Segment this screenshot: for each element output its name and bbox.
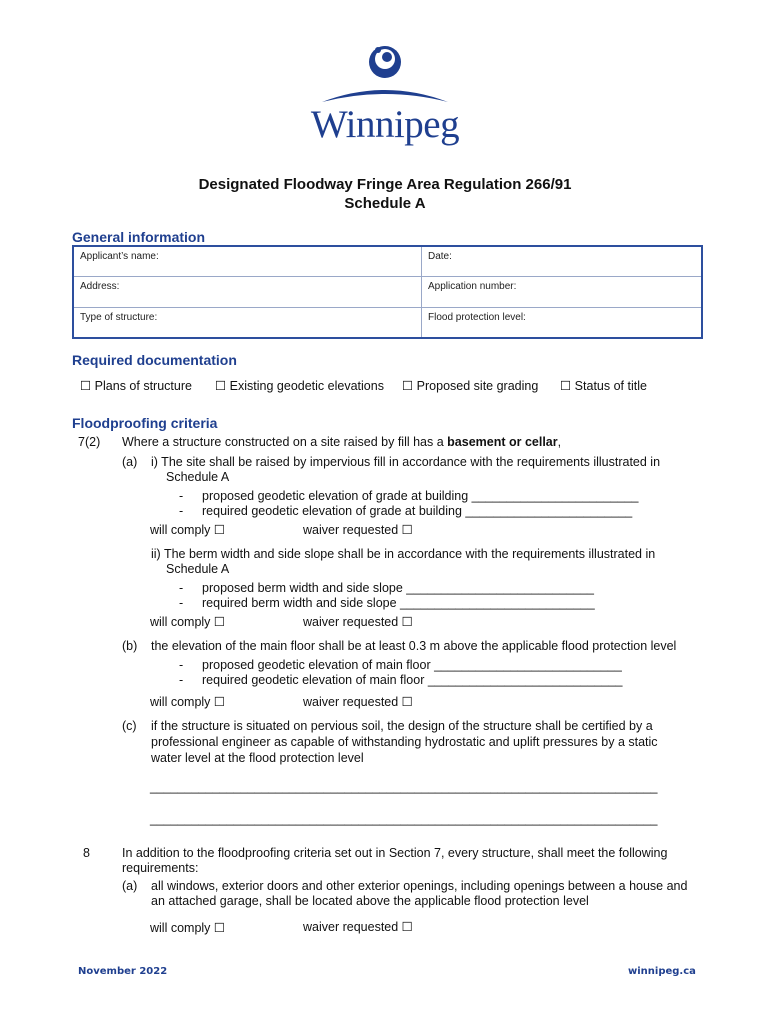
proposed-grade-elevation-line[interactable]: proposed geodetic elevation of grade at building ________________________ xyxy=(202,489,639,503)
floodproofing-criteria-heading: Floodproofing criteria xyxy=(72,415,218,431)
section-7-2-number: 7(2) xyxy=(78,435,101,449)
section-8a-label: (a) xyxy=(122,879,138,893)
required-documentation-heading: Required documentation xyxy=(72,352,237,368)
clause-c-text-cont: professional engineer as capable of withstanding hydrostatic and uplift pressures by a static xyxy=(151,735,658,749)
proposed-berm-width-line[interactable]: proposed berm width and side slope ___________________________ xyxy=(202,581,594,595)
flood-protection-level-field[interactable]: Flood protection level: xyxy=(428,312,526,323)
section-8a-text: all windows, exterior doors and other exterior openings, including openings between a house and xyxy=(151,879,688,893)
will-comply-checkbox[interactable]: will comply ☐ xyxy=(150,921,226,935)
clause-a-label: (a) xyxy=(122,455,138,469)
clause-c-blank-line[interactable]: _________________________________________________________________________ xyxy=(150,780,658,794)
clause-a-ii-text-cont: Schedule A xyxy=(166,562,230,576)
section-8-text: In addition to the floodproofing criteria set out in Section 7, every structure, shall meet the following xyxy=(122,846,668,860)
waiver-requested-checkbox[interactable]: waiver requested ☐ xyxy=(303,615,413,629)
general-information-heading: General information xyxy=(72,229,206,245)
waiver-requested-checkbox[interactable]: waiver requested ☐ xyxy=(303,523,413,537)
clause-a-i-text-cont: Schedule A xyxy=(166,470,230,484)
section-7-2-text: Where a structure constructed on a site raised by fill has a basement or cellar, xyxy=(122,435,562,449)
clause-b-label: (b) xyxy=(122,639,138,653)
bullet-dash: - xyxy=(179,673,184,687)
section-8a-text-cont: an attached garage, shall be located above the applicable flood protection level xyxy=(151,894,589,908)
bullet-dash: - xyxy=(179,489,184,503)
bullet-dash: - xyxy=(179,504,184,518)
checkbox-proposed-site-grading[interactable]: ☐ Proposed site grading xyxy=(402,379,539,393)
clause-c-blank-line[interactable]: _________________________________________________________________________ xyxy=(150,812,658,826)
waiver-requested-checkbox[interactable]: waiver requested ☐ xyxy=(303,695,413,709)
clause-c-text: if the structure is situated on pervious soil, the design of the structure shall be certified by a xyxy=(151,719,653,733)
checkbox-existing-geodetic-elevations[interactable]: ☐ Existing geodetic elevations xyxy=(215,379,384,393)
applicant-name-field[interactable]: Applicant’s name: xyxy=(74,247,421,277)
application-number-field[interactable]: Application number: xyxy=(422,277,701,308)
clause-a-ii-text: ii) The berm width and side slope shall be in accordance with the requirements illustrated in xyxy=(151,547,656,561)
general-information-table xyxy=(72,245,703,339)
winnipeg-logo xyxy=(300,40,470,160)
footer-date: November 2022 xyxy=(78,966,168,977)
checkbox-plans-of-structure[interactable]: ☐ Plans of structure xyxy=(80,379,192,393)
required-grade-elevation-line[interactable]: required geodetic elevation of grade at building ________________________ xyxy=(202,504,633,518)
bullet-dash: - xyxy=(179,596,184,610)
bullet-dash: - xyxy=(179,581,184,595)
will-comply-checkbox[interactable]: will comply ☐ xyxy=(150,695,226,709)
document-title: Designated Floodway Fringe Area Regulation 266/91 xyxy=(198,176,572,193)
checkbox-status-of-title[interactable]: ☐ Status of title xyxy=(560,379,647,393)
date-field[interactable]: Date: xyxy=(422,247,701,277)
section-8-number: 8 xyxy=(83,846,90,860)
winnipeg-logo-mark-icon xyxy=(300,40,470,110)
will-comply-checkbox[interactable]: will comply ☐ xyxy=(150,523,226,537)
document-subtitle: Schedule A xyxy=(344,195,426,212)
address-field[interactable]: Address: xyxy=(74,277,421,308)
will-comply-checkbox[interactable]: will comply ☐ xyxy=(150,615,226,629)
type-of-structure-field[interactable]: Type of structure: xyxy=(80,312,158,323)
logo-wordmark: Winnipeg xyxy=(310,103,460,146)
footer-website-link[interactable]: winnipeg.ca xyxy=(628,966,696,977)
clause-c-text-cont: water level at the flood protection level xyxy=(151,751,364,765)
clause-c-label: (c) xyxy=(122,719,137,733)
clause-a-i-text: i) The site shall be raised by impervious fill in accordance with the requirements illustrated in xyxy=(151,455,661,469)
section-8-text-cont: requirements: xyxy=(122,861,199,875)
required-main-floor-elevation-line[interactable]: required geodetic elevation of main floor ____________________________ xyxy=(202,673,623,687)
clause-b-text: the elevation of the main floor shall be at least 0.3 m above the applicable flood protection level xyxy=(151,639,677,653)
bullet-dash: - xyxy=(179,658,184,672)
proposed-main-floor-elevation-line[interactable]: proposed geodetic elevation of main floor ___________________________ xyxy=(202,658,622,672)
required-berm-width-line[interactable]: required berm width and side slope ____________________________ xyxy=(202,596,595,610)
waiver-requested-checkbox[interactable]: waiver requested ☐ xyxy=(303,920,413,934)
